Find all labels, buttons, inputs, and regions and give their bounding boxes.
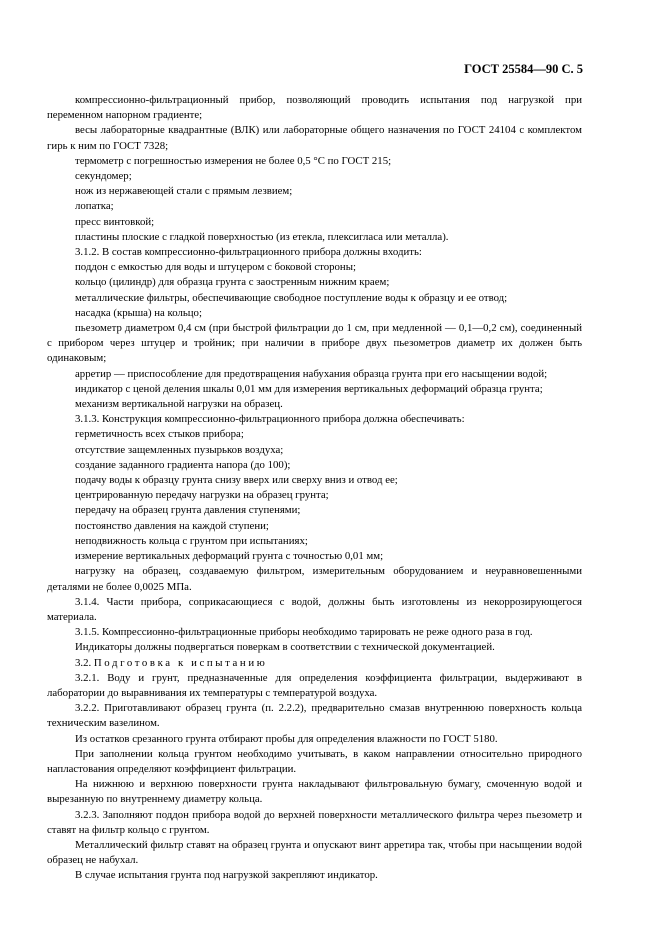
paragraph: нагрузку на образец, создаваемую фильтром, измерительным оборудованием и неуравновешенными деталями не более 0,0025 МПа. bbox=[47, 565, 582, 593]
paragraph: На нижнюю и верхнюю поверхности грунта накладывают фильтровальную бумагу, смоченную водой и вырезанную по внутреннему диаметру кольца. bbox=[47, 778, 582, 806]
paragraph: подачу воды к образцу грунта снизу вверх или сверху вниз и отвод ее; bbox=[75, 474, 398, 487]
paragraph: нож из нержавеющей стали с прямым лезвием; bbox=[75, 185, 293, 198]
paragraph: Металлический фильтр ставят на образец грунта и опускают винт арретира так, чтобы при насыщении водой образец не набухал. bbox=[47, 838, 582, 867]
clause-3-2-1: 3.2.1. Воду и грунт, предназначенные для определения коэффициента фильтрации, выдерживают в лаборатории до выравнивания их температуры с температурой воздуха. bbox=[47, 671, 582, 699]
paragraph: передачу на образец грунта давления ступенями; bbox=[75, 504, 301, 517]
paragraph: индикатор с ценой деления шкалы 0,01 мм для измерения вертикальных деформаций образца грунта; bbox=[75, 382, 543, 395]
paragraph: пресс винтовкой; bbox=[75, 215, 155, 228]
paragraph: Из остатков срезанного грунта отбирают пробы для определения влажности по ГОСТ 5180. bbox=[75, 732, 498, 745]
paragraph: Индикаторы должны подвергаться поверкам в соответствии с технической документацией. bbox=[75, 641, 495, 654]
paragraph: постоянство давления на каждой ступени; bbox=[75, 519, 269, 532]
paragraph: измерение вертикальных деформаций грунта с точностью 0,01 мм; bbox=[75, 550, 384, 563]
clause-3-1-5: 3.1.5. Компрессионно-фильтрационные приборы необходимо тарировать не реже одного раза в год. bbox=[75, 626, 533, 639]
paragraph: При заполнении кольца грунтом необходимо учитывать, в каком направлении относительно природного напластования определяют коэффициент фильтрации. bbox=[47, 747, 582, 775]
paragraph: герметичность всех стыков прибора; bbox=[75, 428, 244, 441]
paragraph: кольцо (цилиндр) для образца грунта с заостренным нижним краем; bbox=[75, 276, 390, 289]
paragraph: арретир — приспособление для предотвращения набухания образца грунта при его насыщении водой; bbox=[75, 367, 548, 380]
paragraph: механизм вертикальной нагрузки на образец. bbox=[75, 398, 283, 411]
paragraph: лопатка; bbox=[75, 200, 114, 213]
section-heading bbox=[47, 656, 582, 671]
running-header: ГОСТ 25584—90 С. 5 bbox=[464, 62, 583, 76]
paragraph: термометр с погрешностью измерения не более 0,5 °С по ГОСТ 215; bbox=[75, 154, 392, 167]
paragraph: металлические фильтры, обеспечивающие свободное поступление воды к образцу и ее отвод; bbox=[75, 291, 508, 304]
section-number: 3.2. bbox=[75, 656, 92, 669]
clause-3-1-4: 3.1.4. Части прибора, соприкасающиеся с водой, должны быть изготовлены из некоррозирующегося материала. bbox=[47, 595, 582, 623]
paragraph: весы лабораторные квадрантные (ВЛК) или лабораторные общего назначения по ГОСТ 24104 с комплектом гирь к ним по ГОСТ 7328; bbox=[47, 124, 582, 152]
paragraph: центрированную передачу нагрузки на образец грунта; bbox=[75, 489, 329, 502]
paragraph: насадка (крыша) на кольцо; bbox=[75, 306, 202, 319]
paragraph: поддон с емкостью для воды и штуцером с боковой стороны; bbox=[75, 261, 356, 274]
section-title: Подготовка к испытанию bbox=[93, 656, 268, 669]
paragraph: секундомер; bbox=[75, 170, 132, 183]
clause-3-2-2: 3.2.2. Приготавливают образец грунта (п. 2.2.2), предварительно смазав внутреннюю поверхность кольца техническим вазелином. bbox=[47, 702, 582, 730]
paragraph: пластины плоские с гладкой поверхностью (из етекла, плексигласа или металла). bbox=[75, 230, 449, 243]
clause-3-2-3: 3.2.3. Заполняют поддон прибора водой до верхней поверхности металлического фильтра через пьезометр и ставят на фильтр кольцо с грунтом. bbox=[47, 808, 582, 836]
paragraph: В случае испытания грунта под нагрузкой закрепляют индикатор. bbox=[75, 869, 378, 882]
paragraph: неподвижность кольца с грунтом при испытаниях; bbox=[75, 534, 308, 547]
page-body bbox=[47, 93, 582, 884]
paragraph: компрессионно-фильтрационный прибор, позволяющий проводить испытания под нагрузкой при переменном напорном градиенте; bbox=[47, 94, 582, 122]
paragraph: создание заданного градиента напора (до 100); bbox=[75, 458, 291, 471]
clause-3-1-2: 3.1.2. В состав компрессионно-фильтрационного прибора должны входить: bbox=[75, 246, 422, 259]
paragraph: отсутствие защемленных пузырьков воздуха; bbox=[75, 443, 284, 456]
clause-3-1-3: 3.1.3. Конструкция компрессионно-фильтрационного прибора должна обеспечивать: bbox=[75, 413, 465, 426]
paragraph: пьезометр диаметром 0,4 см (при быстрой фильтрации до 1 см, при медленной — 0,1—0,2 см), соединенный с прибором через штуцер и тройник; при наличии в приборе двух пьезометров диаметр их должен быть одинаковым; bbox=[47, 322, 582, 365]
